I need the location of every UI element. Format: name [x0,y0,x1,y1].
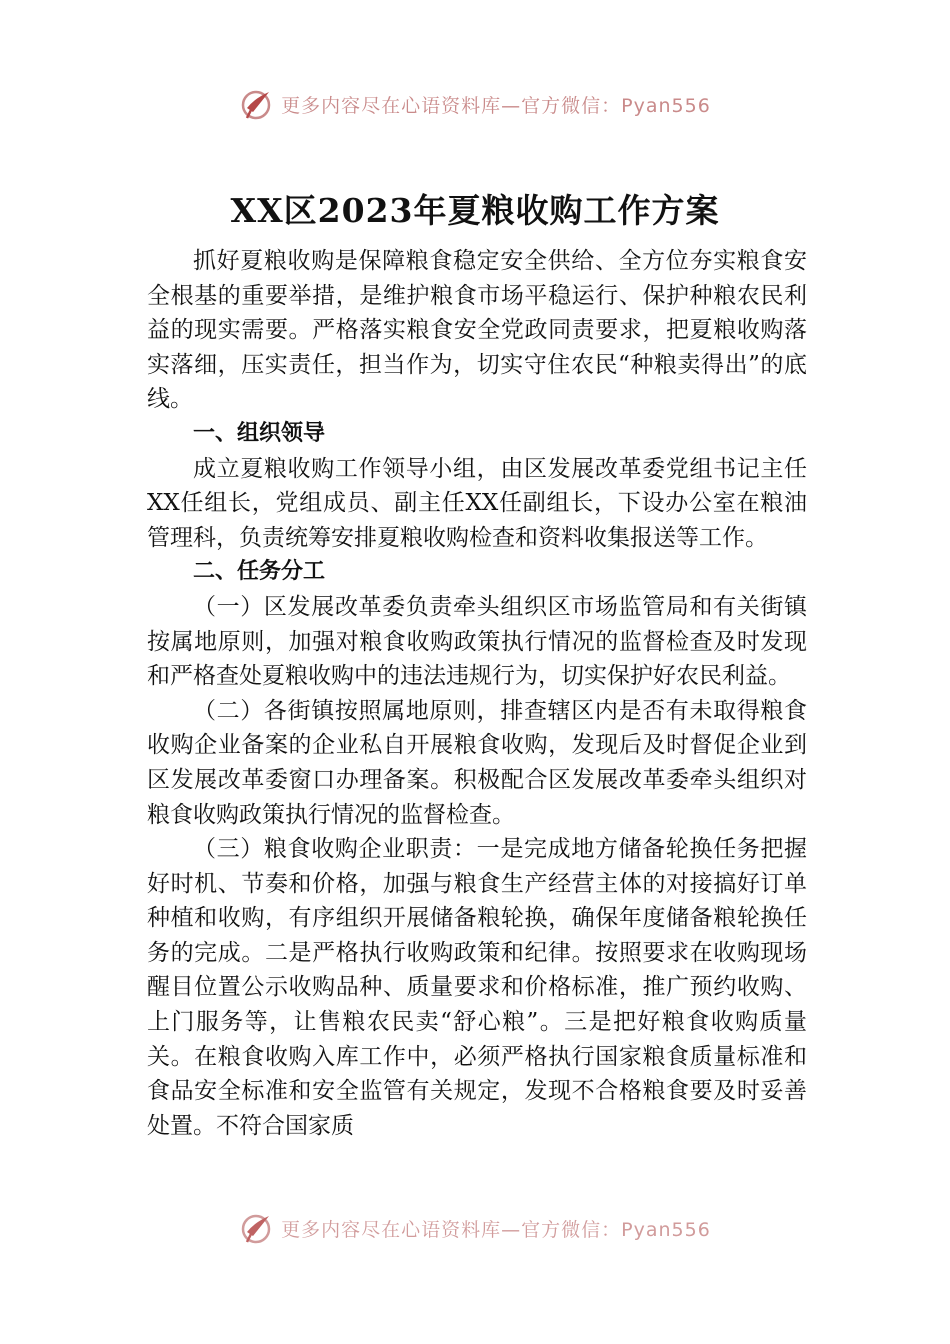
brush-logo-icon [239,86,275,122]
section-paragraph: （三）粮食收购企业职责：一是完成地方储备轮换任务把握好时机、节奏和价格，加强与粮食生产经营主体的对接搞好订单种植和收购，有序组织开展储备粮轮换，确保年度储备粮轮换任务的完成。二是严格执行收购政策和纪律。按照要求在收购现场醒目位置公示收购品种、质量要求和价格标准，推广预约收购、上门服务等，让售粮农民卖“舒心粮”。三是把好粮食收购质量关。在粮食收购入库工作中，必须严格执行国家粮食质量标准和食品安全标准和安全监管有关规定，发现不合格粮食要及时妥善处置。不符合国家质 [147,836,807,1139]
watermark-text: 更多内容尽在心语资料库—官方微信：Pyan556 [281,94,711,117]
section-heading-task-division: 二、任务分工 [193,559,326,585]
brush-logo-icon [239,1210,275,1246]
section-paragraph: （一）区发展改革委负责牵头组织区市场监管局和有关街镇按属地原则，加强对粮食收购政策执行情况的监督检查及时发现和严格查处夏粮收购中的违法违规行为，切实保护好农民利益。 [147,593,807,690]
section-heading-organization: 一、组织领导 [193,420,326,446]
section-paragraph: 成立夏粮收购工作领导小组，由区发展改革委党组书记主任XX任组长，党组成员、副主任XX任副组长，下设办公室在粮油管理科，负责统筹安排夏粮收购检查和资料收集报送等工作。 [147,455,807,551]
document-title: XX区2023年夏粮收购工作方案 [230,191,720,230]
watermark-text: 更多内容尽在心语资料库—官方微信：Pyan556 [281,1218,711,1241]
section-paragraph: （二）各街镇按照属地原则，排查辖区内是否有未取得粮食收购企业备案的企业私自开展粮食收购，发现后及时督促企业到区发展改革委窗口办理备案。积极配合区发展改革委牵头组织对粮食收购政策执行情况的监督检查。 [147,697,807,828]
watermark-header [0,86,950,122]
watermark-footer [0,1210,950,1246]
intro-paragraph: 抓好夏粮收购是保障粮食稳定安全供给、全方位夯实粮食安全根基的重要举措，是维护粮食市场平稳运行、保护种粮农民利益的现实需要。严格落实粮食安全党政同责要求，把夏粮收购落实落细，压实责任，担当作为，切实守住农民“种粮卖得出”的底线。 [147,248,807,413]
document-body [147,244,807,1143]
